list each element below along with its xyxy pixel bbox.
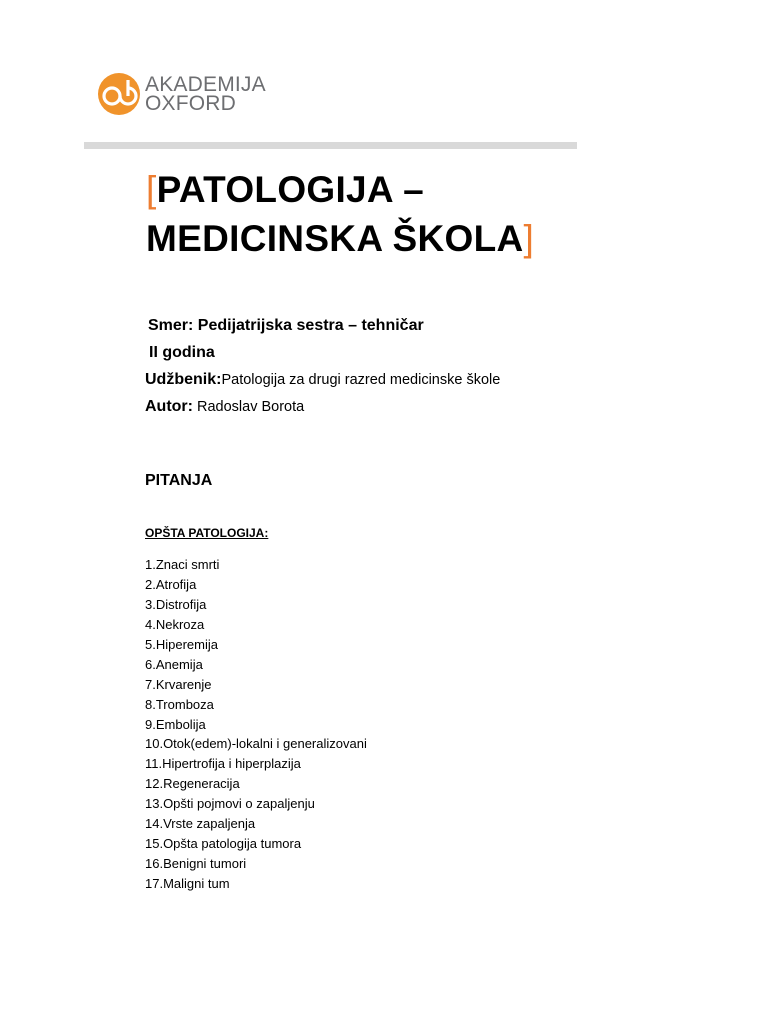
title-close-bracket: ]	[523, 218, 535, 259]
autor-line	[145, 393, 500, 420]
title-open-bracket: [	[146, 169, 157, 210]
list-item: 11.Hipertrofija i hiperplazija	[145, 756, 301, 772]
logo-wordmark	[145, 75, 266, 113]
akademija-oxford-logo-icon	[97, 72, 141, 116]
document-title	[146, 165, 534, 263]
list-item: 7.Krvarenje	[145, 676, 212, 692]
list-item: 4.Nekroza	[145, 616, 205, 632]
autor-value: Radoslav Borota	[192, 399, 305, 415]
section-heading: OPŠTA PATOLOGIJA:	[145, 526, 269, 540]
udzbenik-label: Udžbenik:	[145, 371, 222, 388]
godina-text: II godina	[149, 344, 215, 361]
list-item: 10.Otok(edem)-lokalni i generalizovani	[145, 736, 367, 752]
list-item: 2.Atrofija	[145, 576, 197, 592]
list-item: 5.Hiperemija	[145, 636, 218, 652]
autor-label: Autor:	[145, 398, 193, 415]
title-line-2	[146, 214, 534, 263]
list-item: 12.Regeneracija	[145, 776, 240, 792]
godina-line	[145, 339, 500, 366]
list-item: 13.Opšti pojmovi o zapaljenju	[145, 796, 315, 812]
udzbenik-line	[145, 366, 500, 393]
udzbenik-value: Patologija za drugi razred medicinske škole	[221, 372, 501, 388]
smer-text: Smer: Pedijatrijska sestra – tehničar	[148, 317, 424, 334]
title-text-1: PATOLOGIJA –	[156, 169, 425, 210]
header-divider	[84, 142, 577, 149]
list-item: 6.Anemija	[145, 656, 203, 672]
title-text-2: MEDICINSKA ŠKOLA	[146, 218, 524, 259]
course-metadata	[145, 312, 500, 420]
list-item: 1.Znaci smrti	[145, 557, 220, 572]
list-item: 8.Tromboza	[145, 696, 214, 712]
brand-logo	[97, 72, 266, 116]
list-item: 15.Opšta patologija tumora	[145, 836, 302, 852]
list-item: 9.Embolija	[145, 716, 206, 732]
question-list	[145, 555, 367, 894]
list-item: 16.Benigni tumori	[145, 856, 247, 872]
questions-heading: PITANJA	[145, 472, 213, 489]
list-item: 14.Vrste zapaljenja	[145, 816, 256, 832]
title-line-1	[146, 165, 534, 214]
list-item: 17.Maligni tum	[145, 876, 230, 891]
list-item: 3.Distrofija	[145, 596, 207, 612]
smer-line	[145, 312, 500, 339]
logo-line-2: OXFORD	[145, 92, 237, 115]
logo-line-1: AKADEMIJA	[145, 73, 266, 96]
